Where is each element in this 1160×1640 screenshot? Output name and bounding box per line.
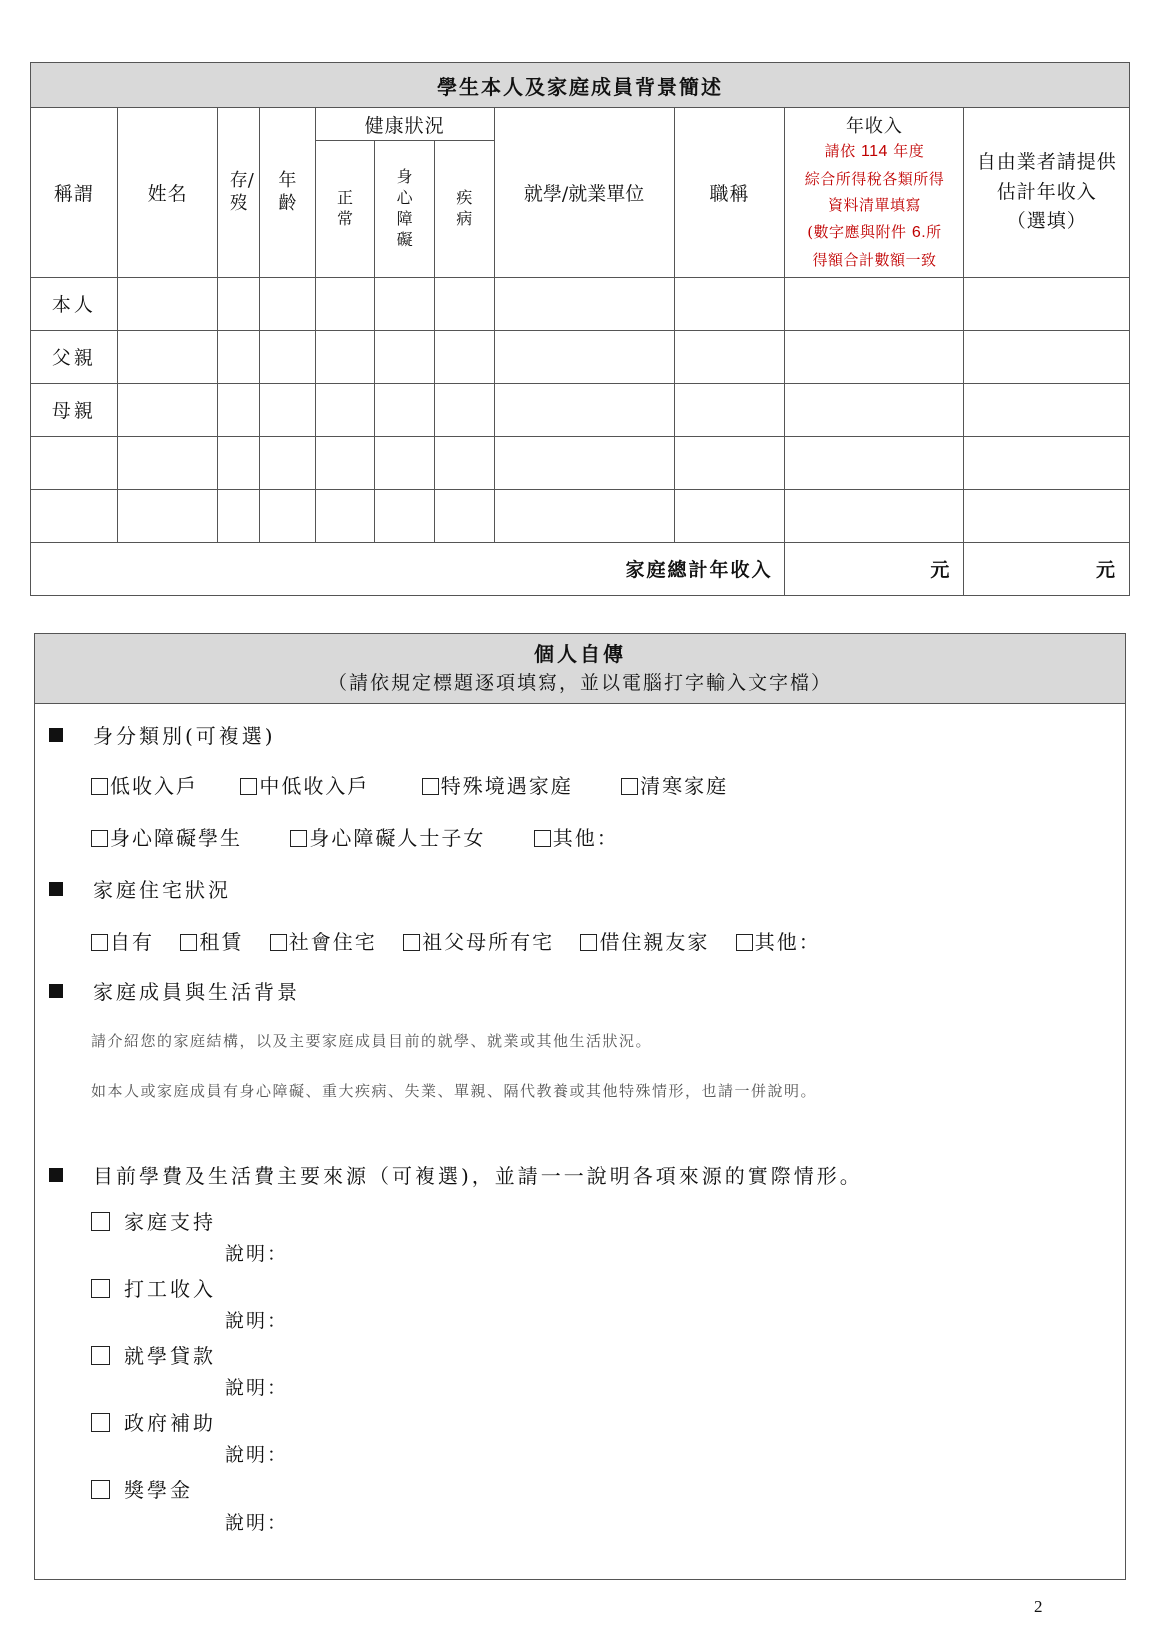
row-label[interactable] [31,489,118,542]
funding-heading: 目前學費及生活費主要來源（可複選)，並請一一說明各項來源的實際情形。 [49,1160,863,1189]
cell-input[interactable] [674,277,785,330]
funding-source[interactable]: 就學貸款 [91,1340,216,1369]
header-health-illness: 疾病 [434,141,494,278]
funding-source[interactable]: 政府補助 [91,1407,216,1436]
cell-input[interactable] [964,383,1130,436]
cell-input[interactable] [260,383,315,436]
total-income-label: 家庭總計年收入 [31,542,785,595]
page-number: 2 [1034,1597,1043,1616]
cell-input[interactable] [117,383,217,436]
table-row [31,330,1130,383]
cell-input[interactable] [117,436,217,489]
cell-input[interactable] [315,330,375,383]
cell-input[interactable] [494,383,674,436]
identity-option[interactable]: 身心障礙人士子女 [290,826,485,850]
checkbox-icon[interactable] [290,830,307,847]
checkbox-icon[interactable] [91,1279,110,1298]
housing-heading: 家庭住宅狀況 [49,874,231,903]
table-row [31,436,1130,489]
checkbox-icon[interactable] [91,934,108,951]
checkbox-icon[interactable] [91,830,108,847]
housing-option[interactable]: 其他： [736,930,821,954]
checkbox-icon[interactable] [422,778,439,795]
cell-input[interactable] [494,436,674,489]
autobiography-subtitle: （請依規定標題逐項填寫，並以電腦打字輸入文字檔） [327,672,832,694]
header-health-normal: 正常 [315,141,375,278]
bullet-square-icon [49,984,63,998]
funding-source[interactable]: 家庭支持 [91,1206,216,1235]
identity-options-row2 [91,822,643,851]
housing-option[interactable]: 自有 [91,930,154,954]
cell-input[interactable] [785,277,964,330]
autobiography-section [34,633,1126,1580]
cell-input[interactable] [434,383,494,436]
housing-options [91,926,845,955]
cell-input[interactable] [315,277,375,330]
checkbox-icon[interactable] [580,934,597,951]
cell-input[interactable] [218,489,260,542]
income-title: 年收入 [845,116,903,137]
table-row [31,383,1130,436]
autobiography-title: 個人自傳 [534,642,626,666]
cell-input[interactable] [375,436,435,489]
cell-input[interactable] [117,489,217,542]
cell-input[interactable] [315,436,375,489]
family-background-table [30,62,1130,596]
identity-option[interactable]: 特殊境遇家庭 [422,774,573,798]
row-label: 本人 [31,277,118,330]
checkbox-icon[interactable] [270,934,287,951]
identity-option[interactable]: 低收入戶 [91,774,198,798]
housing-option[interactable]: 社會住宅 [270,930,377,954]
row-label: 父親 [31,330,118,383]
identity-option[interactable]: 清寒家庭 [621,774,728,798]
row-label: 母親 [31,383,118,436]
cell-input[interactable] [494,277,674,330]
autobiography-header [35,634,1125,704]
checkbox-icon[interactable] [91,1413,110,1432]
identity-options-row1 [91,770,752,799]
checkbox-icon[interactable] [91,778,108,795]
cell-input[interactable] [785,383,964,436]
cell-input[interactable] [315,489,375,542]
header-school-work: 就學/就業單位 [494,108,674,278]
cell-input[interactable] [117,277,217,330]
housing-option[interactable]: 租賃 [180,930,243,954]
cell-input[interactable] [964,277,1130,330]
header-alive: 存/歿 [218,108,260,278]
cell-input[interactable] [785,436,964,489]
cell-input[interactable] [494,489,674,542]
funding-source[interactable]: 獎學金 [91,1474,193,1503]
checkbox-icon[interactable] [403,934,420,951]
family-hint-1: 請介紹您的家庭結構，以及主要家庭成員目前的就學、就業或其他生活狀況。 [91,1032,653,1050]
cell-input[interactable] [260,489,315,542]
cell-input[interactable] [434,436,494,489]
cell-input[interactable] [434,489,494,542]
header-name: 姓名 [117,108,217,278]
cell-input[interactable] [964,330,1130,383]
funding-explain-label: 說明： [225,1444,289,1466]
total-estimated-income-cell[interactable]: 元 [964,542,1130,595]
identity-option[interactable]: 其他： [534,826,619,850]
header-job-title: 職稱 [674,108,785,278]
total-row [31,542,1130,595]
funding-explain-label: 說明： [225,1512,289,1534]
cell-input[interactable] [434,330,494,383]
bullet-square-icon [49,882,63,896]
bullet-square-icon [49,728,63,742]
cell-input[interactable] [260,277,315,330]
cell-input[interactable] [218,383,260,436]
checkbox-icon[interactable] [240,778,257,795]
funding-explain-label: 說明： [225,1377,289,1399]
checkbox-icon[interactable] [91,1212,110,1231]
header-relation: 稱謂 [31,108,118,278]
table-title: 學生本人及家庭成員背景簡述 [31,63,1130,108]
cell-input[interactable] [674,489,785,542]
cell-input[interactable] [218,436,260,489]
table-row [31,277,1130,330]
funding-source[interactable]: 打工收入 [91,1273,216,1302]
cell-input[interactable] [375,489,435,542]
family-hint-2: 如本人或家庭成員有身心障礙、重大疾病、失業、單親、隔代教養或其他特殊情形，也請一併說明。 [91,1082,818,1100]
checkbox-icon[interactable] [534,830,551,847]
bullet-square-icon [49,1168,63,1182]
cell-input[interactable] [674,330,785,383]
checkbox-icon[interactable] [621,778,638,795]
family-heading: 家庭成員與生活背景 [49,976,300,1005]
cell-input[interactable] [260,330,315,383]
cell-input[interactable] [218,330,260,383]
cell-input[interactable] [785,330,964,383]
cell-input[interactable] [375,383,435,436]
funding-explain-label: 說明： [225,1243,289,1265]
identity-option[interactable]: 中低收入戶 [240,774,369,798]
cell-input[interactable] [674,436,785,489]
cell-input[interactable] [260,436,315,489]
cell-input[interactable] [434,277,494,330]
checkbox-icon[interactable] [180,934,197,951]
header-health: 健康狀況 [315,108,494,141]
cell-input[interactable] [375,330,435,383]
total-income-cell[interactable]: 元 [785,542,964,595]
checkbox-icon[interactable] [736,934,753,951]
income-note: 請依 114 年度 綜合所得稅各類所得 資料清單填寫 (數字應與附件 6.所 得額合計數額一致 [804,142,945,269]
cell-input[interactable] [117,330,217,383]
header-self-employed: 自由業者請提供 估計年收入 （選填） [964,108,1130,278]
cell-input[interactable] [674,383,785,436]
housing-option[interactable]: 祖父母所有宅 [403,930,554,954]
checkbox-icon[interactable] [91,1480,110,1499]
identity-option[interactable]: 身心障礙學生 [91,826,242,850]
identity-heading: 身分類別(可複選) [49,720,276,749]
checkbox-icon[interactable] [91,1346,110,1365]
row-label[interactable] [31,436,118,489]
cell-input[interactable] [315,383,375,436]
cell-input[interactable] [375,277,435,330]
cell-input[interactable] [964,436,1130,489]
cell-input[interactable] [964,489,1130,542]
housing-option[interactable]: 借住親友家 [580,930,709,954]
table-row [31,489,1130,542]
header-age: 年齡 [260,108,315,278]
header-health-disability: 身心障礙 [375,141,435,278]
cell-input[interactable] [218,277,260,330]
header-income [785,108,964,278]
funding-explain-label: 說明： [225,1310,289,1332]
cell-input[interactable] [494,330,674,383]
cell-input[interactable] [785,489,964,542]
